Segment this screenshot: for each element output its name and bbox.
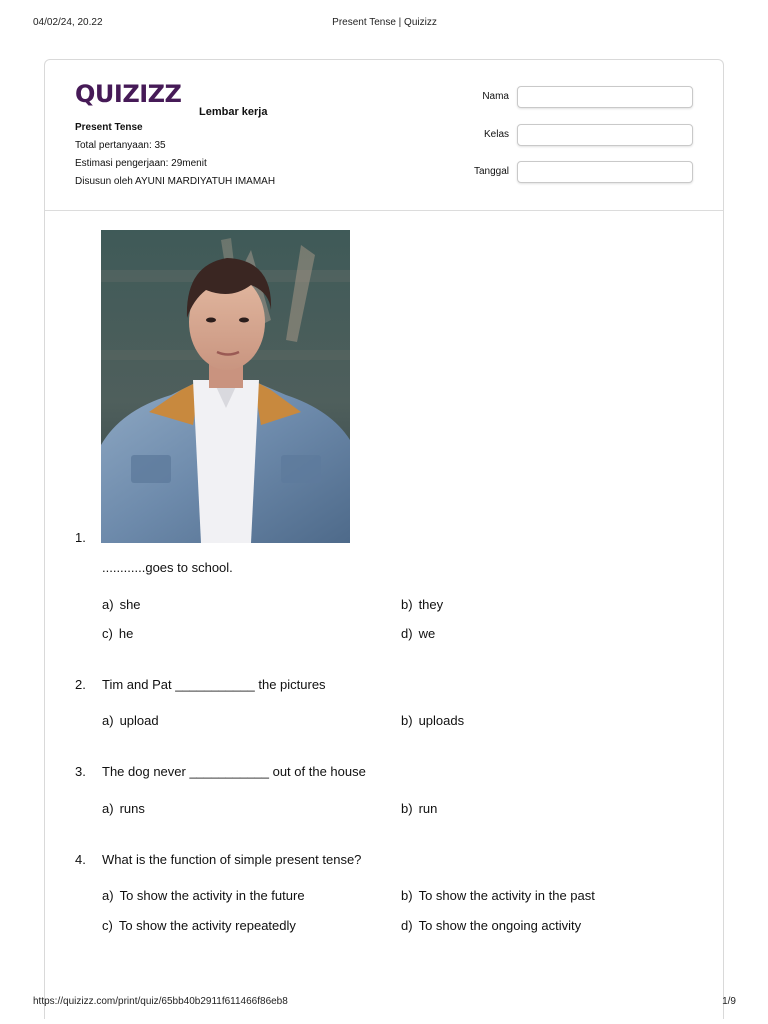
- question-1-option-c[interactable]: c) he: [102, 626, 134, 641]
- print-datetime: 04/02/24, 20.22: [33, 17, 103, 28]
- question-3-option-a[interactable]: a) runs: [102, 801, 145, 816]
- logo-wordmark: QUIZIZZ: [75, 80, 182, 108]
- question-4-option-b[interactable]: b) To show the activity in the past: [401, 888, 595, 903]
- sheet-type-label: Lembar kerja: [199, 106, 268, 118]
- question-2-number: 2.: [75, 677, 86, 692]
- question-4-text: What is the function of simple present tense?: [102, 852, 362, 867]
- question-3-number: 3.: [75, 764, 86, 779]
- question-1-option-a[interactable]: a) she: [102, 597, 141, 612]
- question-1-option-d[interactable]: d) we: [401, 626, 436, 641]
- question-4-number: 4.: [75, 852, 86, 867]
- class-field-row: [445, 124, 695, 146]
- print-page-title: Present Tense | Quizizz: [332, 17, 437, 28]
- question-1-option-b[interactable]: b) they: [401, 597, 444, 612]
- quiz-title: Present Tense: [75, 122, 143, 133]
- total-questions: Total pertanyaan: 35: [75, 140, 166, 151]
- question-3-option-b[interactable]: b) run: [401, 801, 438, 816]
- print-url: https://quizizz.com/print/quiz/65bb40b2911f611466f86eb8: [33, 996, 288, 1007]
- question-2-option-b[interactable]: b) uploads: [401, 713, 465, 728]
- name-field-row: [445, 86, 695, 108]
- estimated-time: Estimasi pengerjaan: 29menit: [75, 158, 207, 169]
- name-label: Nama: [482, 91, 509, 102]
- print-footer: [33, 996, 736, 1010]
- worksheet-header: [45, 60, 723, 211]
- question-3-text: The dog never ___________ out of the house: [102, 764, 366, 779]
- class-field[interactable]: [517, 124, 693, 146]
- print-header: [33, 17, 736, 31]
- question-2-option-a[interactable]: a) upload: [102, 713, 159, 728]
- question-1-image: [101, 230, 350, 543]
- page-number: 1/9: [722, 996, 736, 1007]
- question-1-text: ............goes to school.: [102, 560, 233, 575]
- question-4-option-d[interactable]: d) To show the ongoing activity: [401, 918, 582, 933]
- question-4-option-a[interactable]: a) To show the activity in the future: [102, 888, 305, 903]
- date-field-row: [445, 161, 695, 183]
- question-1-number: 1.: [75, 530, 86, 545]
- quiz-meta: [75, 119, 275, 191]
- question-4-option-c[interactable]: c) To show the activity repeatedly: [102, 918, 296, 933]
- date-field[interactable]: [517, 161, 693, 183]
- name-field[interactable]: [517, 86, 693, 108]
- quiz-author: Disusun oleh AYUNI MARDIYATUH IMAMAH: [75, 176, 276, 187]
- date-label: Tanggal: [473, 166, 509, 177]
- class-label: Kelas: [483, 129, 509, 140]
- question-2-text: Tim and Pat ___________ the pictures: [102, 677, 326, 692]
